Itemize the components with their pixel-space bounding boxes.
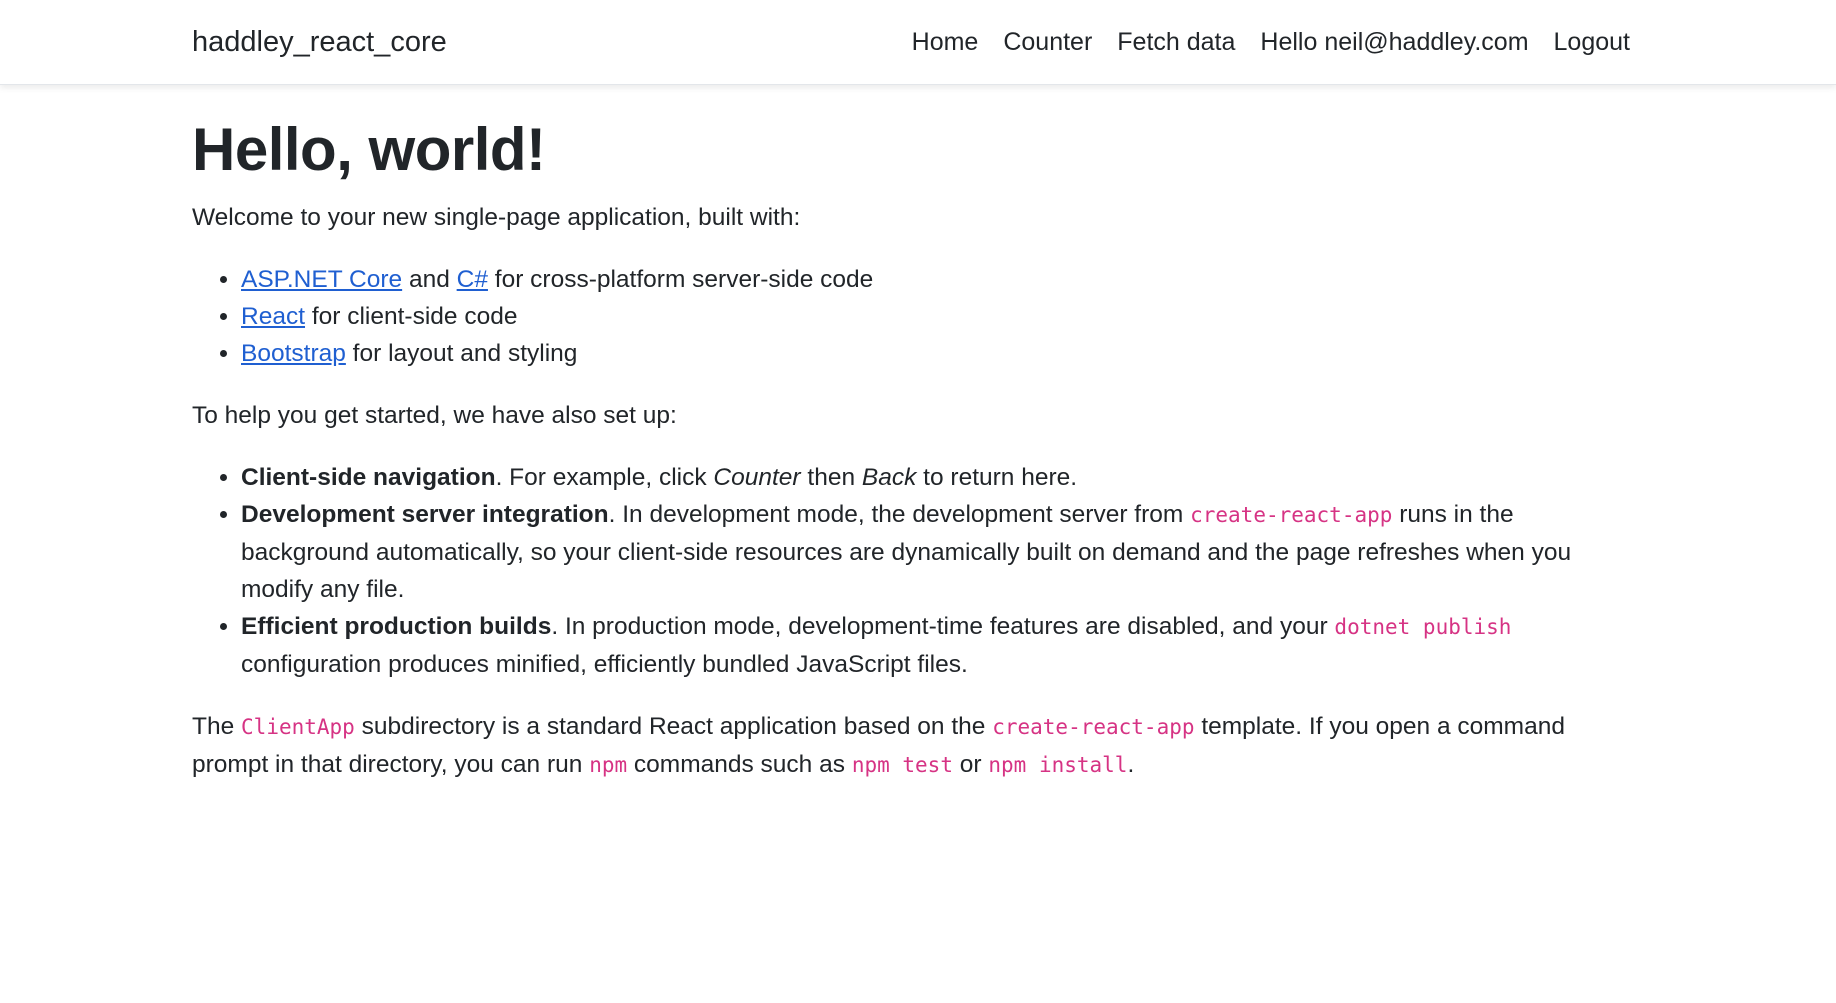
inline-code: ClientApp <box>241 715 355 739</box>
feature-text: configuration produces minified, efficiently bundled JavaScript files. <box>241 651 968 678</box>
feature-emphasis: Back <box>861 464 917 491</box>
inline-code: npm test <box>851 753 953 777</box>
list-item <box>241 608 1632 683</box>
nav-counter[interactable]: Counter <box>1003 28 1093 56</box>
feature-title: Development server integration <box>241 501 609 528</box>
built-with-list <box>192 261 1632 372</box>
intro-text: Welcome to your new single-page application, built with: <box>192 204 801 231</box>
inline-code: dotnet publish <box>1334 615 1512 639</box>
csharp-link[interactable]: C# <box>456 266 488 293</box>
page-title: Hello, world! <box>192 116 546 183</box>
nav-links <box>912 22 1630 62</box>
brand-link[interactable]: haddley_react_core <box>192 26 447 58</box>
feature-emphasis: Counter <box>713 464 801 491</box>
list-item <box>241 335 1632 372</box>
outro-text <box>192 708 1632 784</box>
list-item <box>241 496 1632 608</box>
react-link[interactable]: React <box>241 303 306 330</box>
inline-code: npm install <box>988 753 1128 777</box>
feature-text: runs in the background automatically, so your client-side resources are dynamically built on demand and the page refreshes when you modify any file. <box>241 501 1572 603</box>
feature-text: then <box>800 464 862 491</box>
outro-part: template. If you open a command prompt in that directory, you can run <box>192 713 1565 778</box>
nav-fetch-data[interactable]: Fetch data <box>1117 28 1236 56</box>
main-content <box>192 106 1632 784</box>
aspnet-core-link[interactable]: ASP.NET Core <box>241 266 403 293</box>
bootstrap-link[interactable]: Bootstrap <box>241 340 346 367</box>
inline-code: create-react-app <box>992 715 1195 739</box>
top-navbar <box>0 0 1836 85</box>
inline-code: create-react-app <box>1190 503 1393 527</box>
feature-text: . In production mode, development-time features are disabled, and your <box>551 613 1335 640</box>
features-list <box>192 459 1632 683</box>
feature-text: . In development mode, the development server from <box>608 501 1191 528</box>
list-item <box>241 298 1632 335</box>
outro-part: The <box>192 713 242 740</box>
feature-title: Client-side navigation <box>241 464 496 491</box>
list-text: and <box>402 266 457 293</box>
nav-user-greeting[interactable]: Hello neil@haddley.com <box>1260 28 1529 56</box>
feature-text: to return here. <box>916 464 1078 491</box>
outro-part: . <box>1127 751 1135 778</box>
list-text: for layout and styling <box>345 340 578 367</box>
outro-part: subdirectory is a standard React application based on the <box>354 713 993 740</box>
nav-logout[interactable]: Logout <box>1553 28 1630 56</box>
list-text: for client-side code <box>305 303 518 330</box>
outro-part: commands such as <box>627 751 852 778</box>
list-item <box>241 459 1632 496</box>
nav-home[interactable]: Home <box>911 28 979 56</box>
list-item <box>241 261 1632 298</box>
setup-intro-text: To help you get started, we have also set up: <box>192 402 677 429</box>
inline-code: npm <box>589 753 628 777</box>
outro-part: or <box>952 751 989 778</box>
feature-title: Efficient production builds <box>241 613 552 640</box>
feature-text: . For example, click <box>495 464 714 491</box>
list-text: for cross-platform server-side code <box>487 266 874 293</box>
